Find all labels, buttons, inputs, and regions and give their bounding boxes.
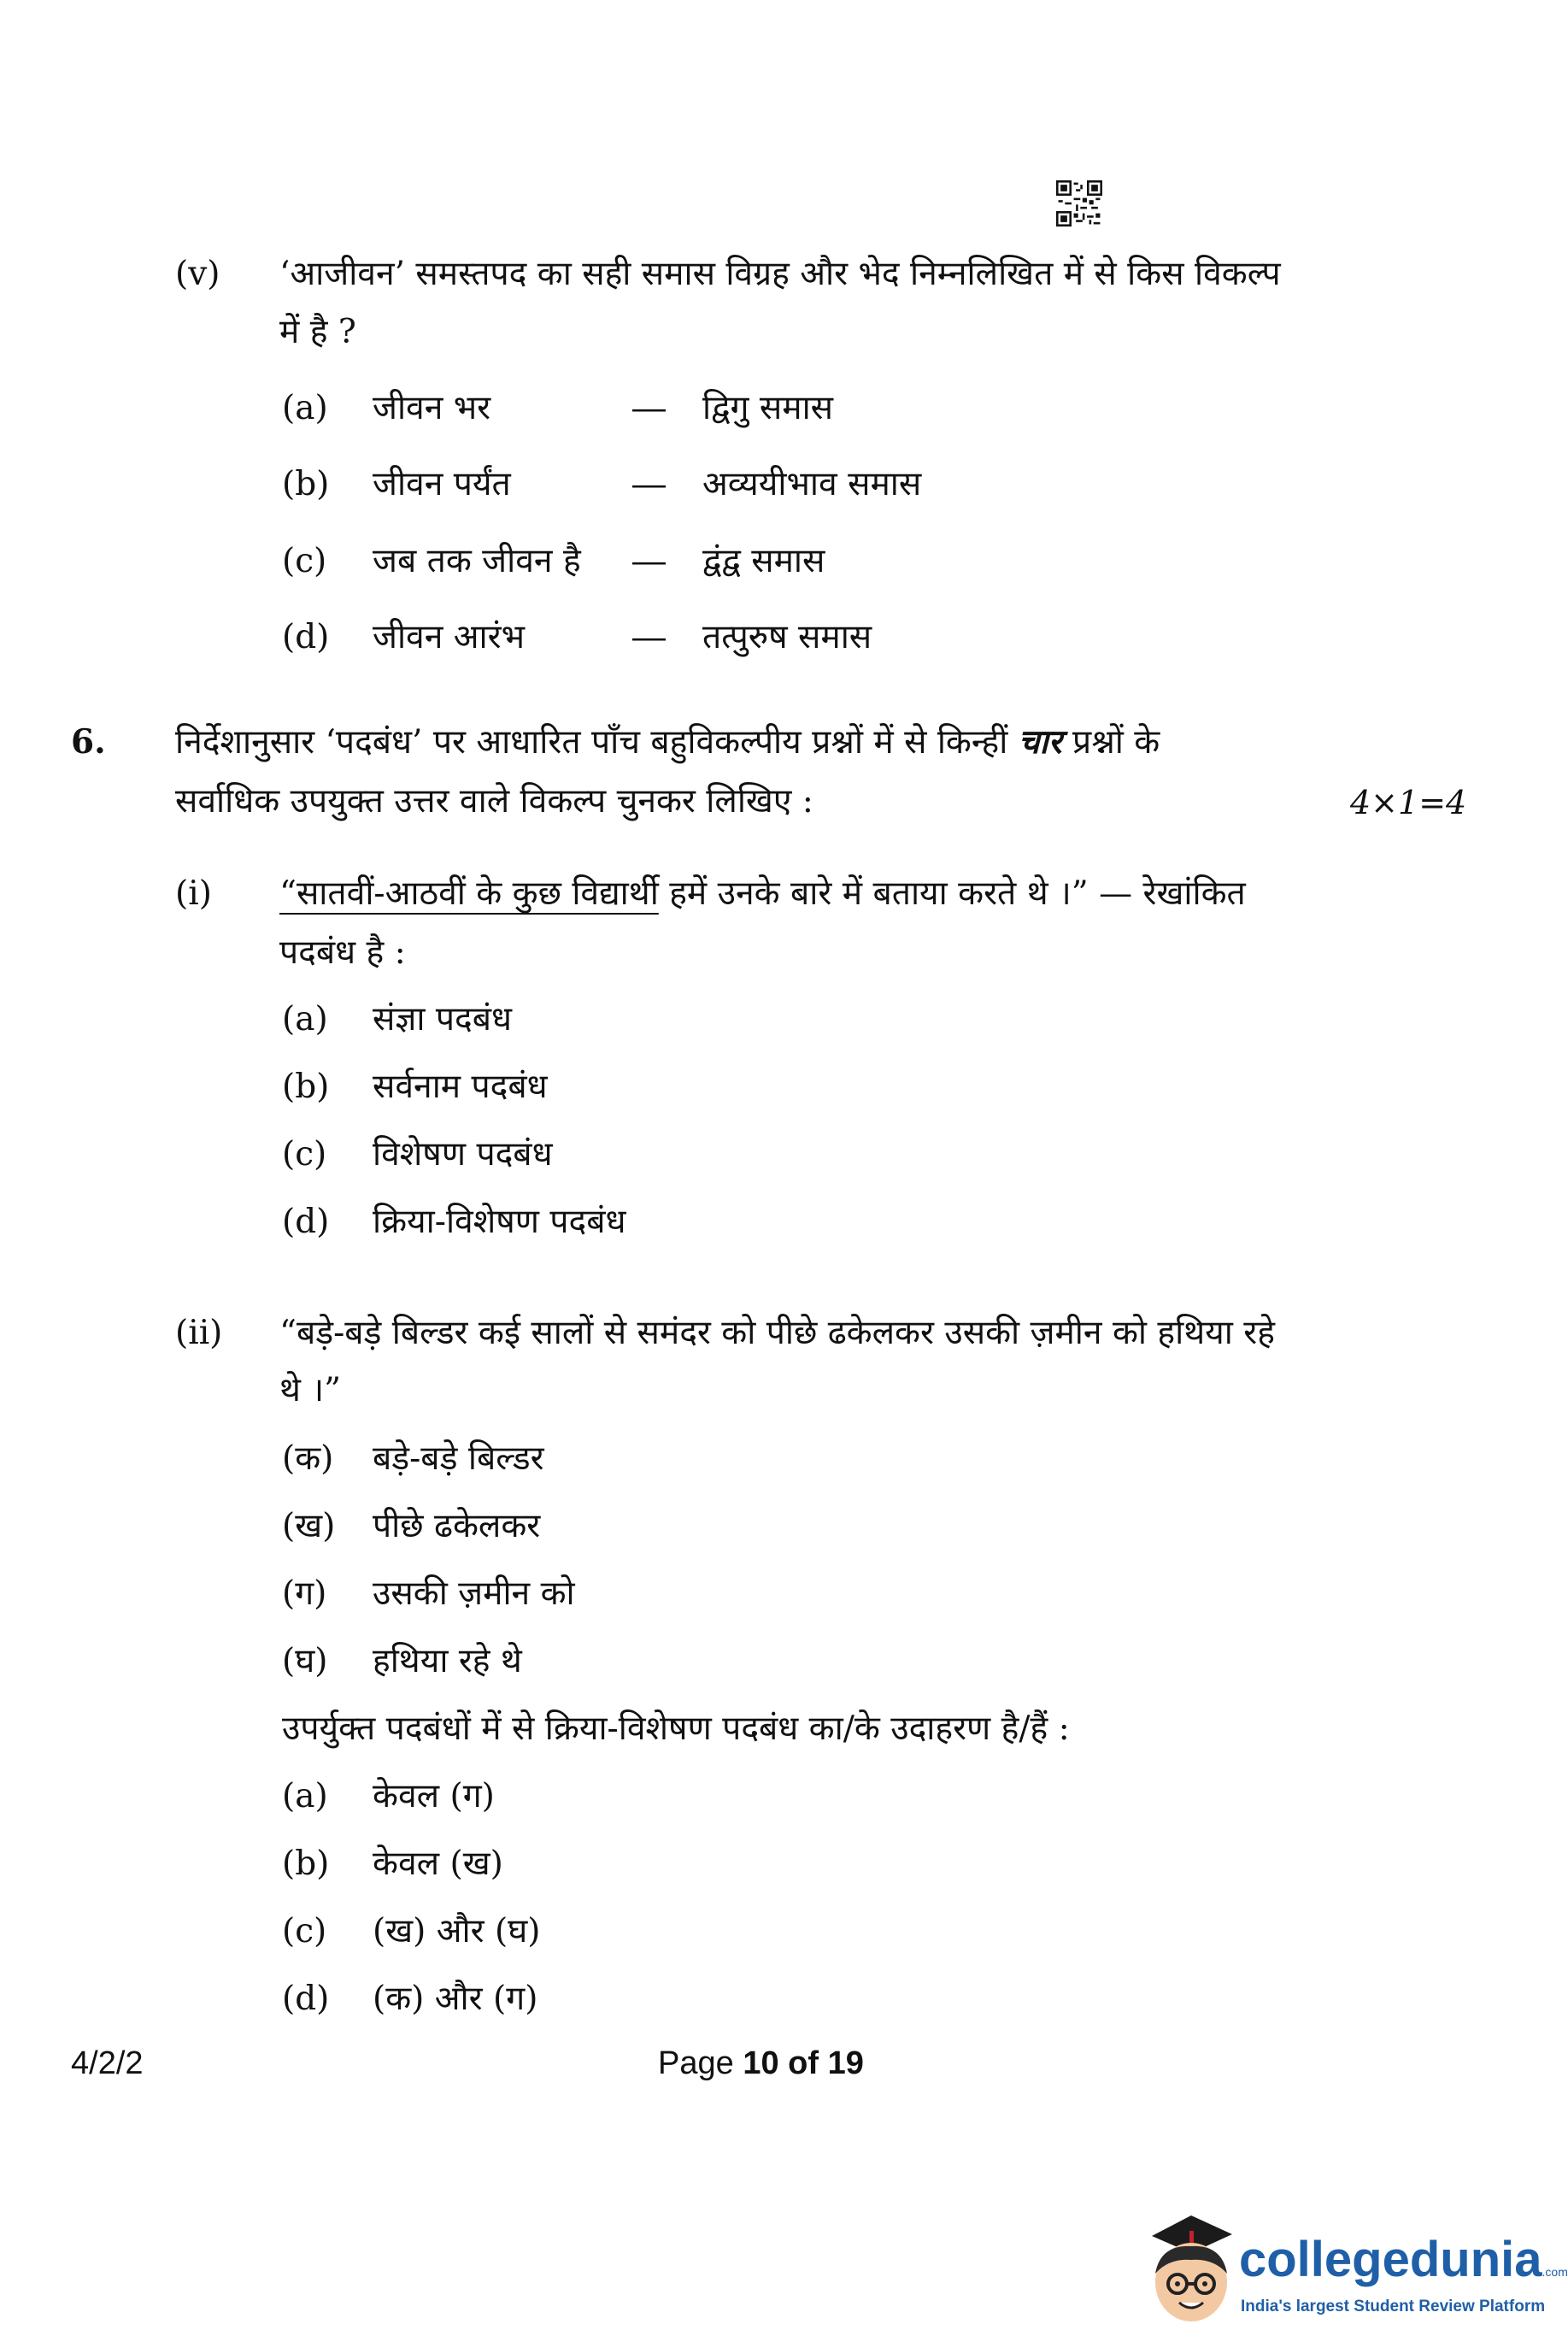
option-text: द्वंद्व समास [702,542,825,580]
brand-name [1239,2231,1568,2288]
option-label: (d) [282,1980,330,2018]
qr-code-icon [1056,180,1102,227]
option-text: जीवन पर्यंत [373,465,511,503]
option-label: (b) [282,1845,330,1883]
page-current: 10 [743,2045,779,2081]
underlined-phrase: “सातवीं-आठवीं के कुछ विद्यार्थी [279,874,659,913]
phrase-text: उसकी ज़मीन को [373,1574,575,1613]
page-prefix: Page [658,2045,743,2081]
phrase-label: (ख) [282,1507,336,1545]
paper-code: 4/2/2 [71,2045,144,2081]
option-label: (b) [282,465,330,503]
phrase-text: हथिया रहे थे [373,1642,522,1680]
option-text: जब तक जीवन है [373,542,581,580]
phrase-label: (क) [282,1439,334,1478]
page-number [658,2045,864,2082]
option-label: (c) [282,1135,327,1174]
option-label: (a) [282,1000,328,1038]
question-text [279,874,1246,915]
option-dash: — [632,466,666,503]
option-text: क्रिया-विशेषण पदबंध [373,1203,626,1241]
question-text-part: प्रश्नों के [1072,723,1160,762]
brand-suffix: .com [1542,2265,1568,2279]
option-text: सर्वनाम पदबंध [373,1068,548,1106]
option-label: (c) [282,542,327,580]
option-text: (ख) और (घ) [373,1912,541,1950]
question-text-part: निर्देशानुसार ‘पदबंध’ पर आधारित पाँच बहुविकल्पीय प्रश्नों में से किन्हीं [175,723,1008,762]
page-of: of [778,2045,828,2081]
option-text: विशेषण पदबंध [373,1135,553,1174]
phrase-text: बड़े-बड़े बिल्डर [373,1439,544,1478]
phrase-label: (घ) [282,1642,328,1680]
question-text: “बड़े-बड़े बिल्डर कई सालों से समंदर को पीछे ढकेलकर उसकी ज़मीन को हथिया रहे [279,1314,1275,1352]
question-label: (v) [175,255,220,293]
question-text: सर्वाधिक उपयुक्त उत्तर वाले विकल्प चुनकर लिखिए : [175,782,813,821]
question-text: थे ।” [279,1371,342,1409]
emphasis-word: चार [1018,722,1062,762]
question-number: 6. [71,722,106,762]
brand-name-text: collegedunia [1239,2232,1542,2287]
question-text: में है ? [279,313,356,351]
question-text: पदबंध है : [279,933,406,972]
option-text: अव्ययीभाव समास [702,465,922,503]
question-label: (i) [175,874,212,913]
phrase-text: पीछे ढकेलकर [373,1507,541,1545]
option-dash: — [632,390,666,427]
option-text: केवल (ख) [373,1845,503,1883]
option-label: (a) [282,1777,328,1815]
marks-label: 4×1=4 [1350,784,1467,821]
page-total: 19 [827,2045,864,2081]
option-text: संज्ञा पदबंध [373,1000,512,1038]
option-label: (d) [282,618,330,656]
option-dash: — [632,543,666,580]
question-label: (ii) [175,1314,223,1352]
question-text: उपर्युक्त पदबंधों में से क्रिया-विशेषण पदबंध का/के उदाहरण है/हैं : [282,1709,1070,1748]
option-text: केवल (ग) [373,1777,495,1815]
option-label: (c) [282,1912,327,1950]
option-label: (d) [282,1203,330,1241]
option-dash: — [632,619,666,656]
option-text: जीवन आरंभ [373,618,525,656]
phrase-label: (ग) [282,1574,327,1613]
brand-tagline: India's largest Student Review Platform [1241,2298,1546,2315]
option-text: द्विगु समास [702,389,834,427]
question-text [175,722,1160,763]
option-text: (क) और (ग) [373,1980,538,2018]
option-text: तत्पुरुष समास [702,618,872,656]
question-text: ‘आजीवन’ समस्तपद का सही समास विग्रह और भेद निम्नलिखित में से किस विकल्प [279,255,1281,293]
question-text-part: हमें उनके बारे में बताया करते थे ।” — रेखांकित [658,874,1246,913]
mascot-logo-icon [1135,2207,1241,2327]
option-label: (b) [282,1068,330,1106]
option-text: जीवन भर [373,389,491,427]
option-label: (a) [282,389,328,427]
